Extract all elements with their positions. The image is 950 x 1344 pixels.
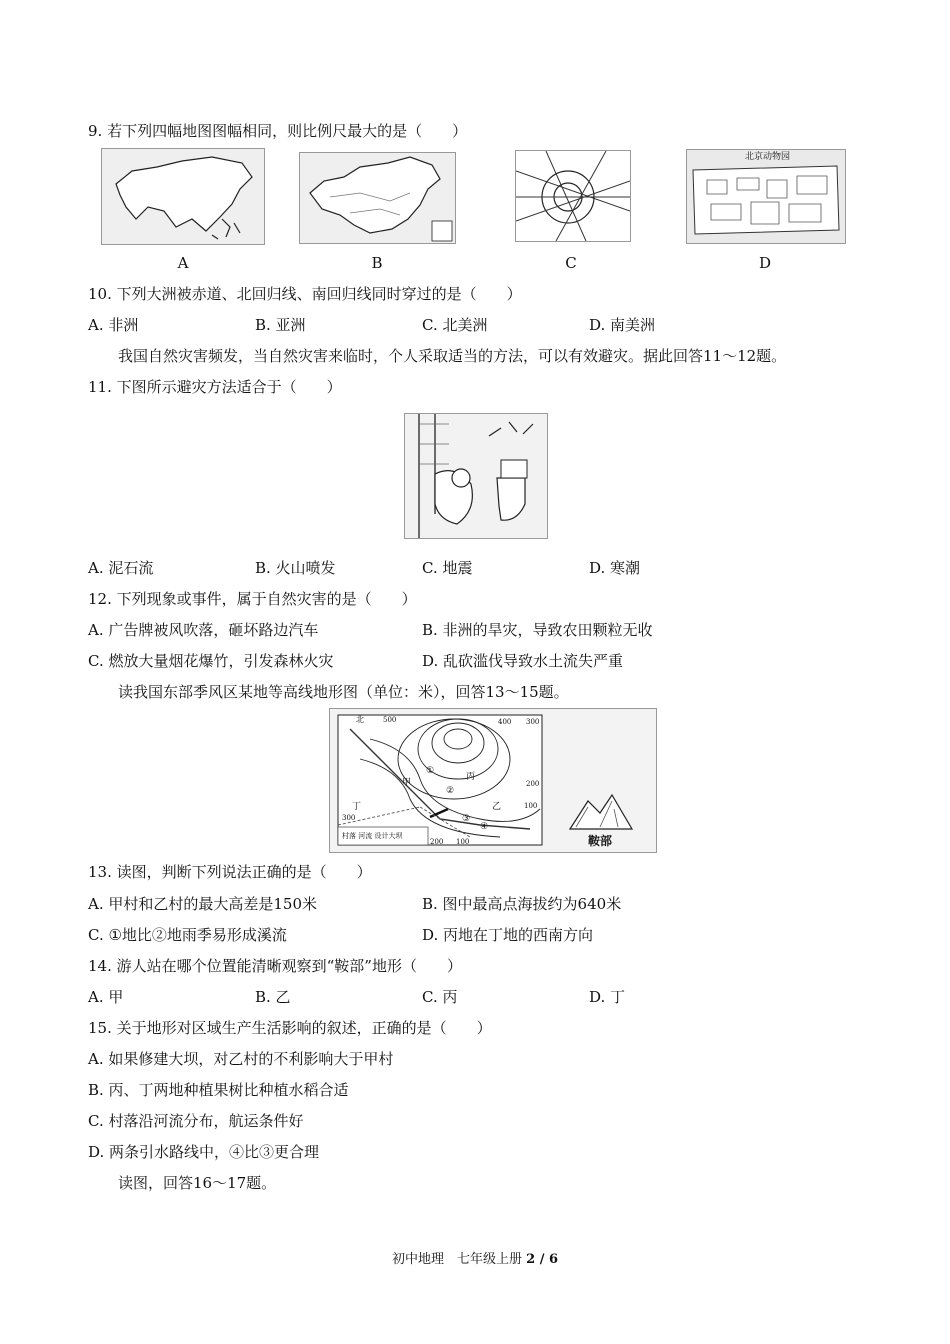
- page-footer: [0, 1248, 950, 1267]
- q11-option-a: A. 泥石流: [88, 559, 154, 577]
- intro-11-12: 我国自然灾害频发，当自然灾害来临时，个人采取适当的方法，可以有效避灾。据此回答11～12题。: [118, 347, 787, 365]
- contour-value-200: 200: [526, 780, 540, 788]
- shelter-in-toilet-image: [405, 414, 547, 538]
- q14-option-c: C. 丙: [422, 988, 458, 1006]
- q11-stem: 11. 下图所示避灾方法适合于（ ）: [88, 378, 342, 396]
- footer-text: 初中地理 七年级上册: [391, 1252, 527, 1267]
- contour-value-200-south: 200: [430, 838, 444, 846]
- q12-option-a: A. 广告牌被风吹落，砸坏路边汽车: [88, 621, 319, 639]
- q9-label-b: B: [371, 254, 383, 272]
- intro-13-15: 读我国东部季风区某地等高线地形图（单位：米），回答13～15题。: [118, 683, 569, 701]
- contour-map-figure: [329, 708, 657, 853]
- place-jia: 甲: [402, 778, 412, 788]
- china-map-figure: [299, 152, 456, 244]
- q12-option-c: C. 燃放大量烟花爆竹，引发森林火灾: [88, 652, 334, 670]
- zoo-map-title: 北京动物园: [745, 152, 791, 162]
- q11-option-d: D. 寒潮: [589, 559, 641, 577]
- q10-option-c: C. 北美洲: [422, 316, 488, 334]
- q13-option-c: C. ①地比②地雨季易形成溪流: [88, 926, 287, 944]
- q14-option-d: D. 丁: [589, 988, 626, 1006]
- intro-16-17: 读图，回答16～17题。: [118, 1174, 277, 1192]
- place-ding: 丁: [352, 802, 362, 812]
- q10-option-d: D. 南美洲: [589, 316, 656, 334]
- q9-label-a: A: [177, 254, 189, 272]
- q9-label-d: D: [758, 254, 772, 272]
- q9-label-c: C: [565, 254, 577, 272]
- q14-stem: 14. 游人站在哪个位置能清晰观察到“鞍部”地形（ ）: [88, 957, 462, 975]
- q10-stem: 10. 下列大洲被赤道、北回归线、南回归线同时穿过的是（ ）: [88, 285, 522, 303]
- contour-value-500: 500: [383, 716, 397, 724]
- circle-label-2: ②: [446, 786, 455, 796]
- q13-option-d: D. 丙地在丁地的西南方向: [422, 926, 594, 944]
- contour-value-300-south: 300: [342, 814, 356, 822]
- circle-label-1: ①: [426, 766, 435, 776]
- north-label: 北: [356, 715, 364, 724]
- q13-option-a: A. 甲村和乙村的最大高差是150米: [88, 895, 318, 913]
- q13-stem: 13. 读图，判断下列说法正确的是（ ）: [88, 863, 372, 881]
- q15-stem: 15. 关于地形对区域生产生活影响的叙述，正确的是（ ）: [88, 1019, 492, 1037]
- beijing-city-map-image: [516, 151, 630, 241]
- q15-option-c: C. 村落沿河流分布，航运条件好: [88, 1112, 304, 1130]
- q11-option-b: B. 火山喷发: [255, 559, 336, 577]
- china-map-image: [300, 153, 455, 243]
- beijing-zoo-map-image: [687, 150, 845, 243]
- q14-option-a: A. 甲: [88, 988, 124, 1006]
- contour-value-300: 300: [526, 718, 540, 726]
- q10-option-a: A. 非洲: [88, 316, 139, 334]
- q12-option-d: D. 乱砍滥伐导致水土流失严重: [422, 652, 624, 670]
- place-yi: 乙: [492, 802, 502, 812]
- asia-map-image: [102, 149, 264, 244]
- q13-option-b: B. 图中最高点海拔约为640米: [422, 895, 622, 913]
- q15-option-d: D. 两条引水路线中，④比③更合理: [88, 1143, 320, 1161]
- q10-option-b: B. 亚洲: [255, 316, 306, 334]
- contour-value-400: 400: [498, 718, 512, 726]
- contour-value-100-south: 100: [456, 838, 470, 846]
- q11-option-c: C. 地震: [422, 559, 473, 577]
- circle-label-4: ④: [480, 822, 489, 832]
- disaster-avoidance-figure: [404, 413, 548, 539]
- beijing-zoo-map-figure: [686, 149, 846, 244]
- q15-option-a: A. 如果修建大坝，对乙村的不利影响大于甲村: [88, 1050, 394, 1068]
- q12-option-b: B. 非洲的旱灾，导致农田颗粒无收: [422, 621, 653, 639]
- contour-value-100: 100: [524, 802, 538, 810]
- q12-stem: 12. 下列现象或事件，属于自然灾害的是（ ）: [88, 590, 417, 608]
- place-bing: 丙: [466, 772, 476, 782]
- page-number: 2 / 6: [526, 1252, 559, 1267]
- q15-option-b: B. 丙、丁两地种植果树比种植水稻合适: [88, 1081, 349, 1099]
- saddle-label: 鞍部: [588, 834, 613, 848]
- circle-label-3: ③: [462, 814, 471, 824]
- beijing-city-map-figure: [515, 150, 631, 242]
- q14-option-b: B. 乙: [255, 988, 291, 1006]
- q9-stem: 9. 若下列四幅地图图幅相同，则比例尺最大的是（ ）: [88, 122, 468, 140]
- map-legend: 村落 河流 设计大坝: [342, 832, 403, 840]
- asia-map-figure: [101, 148, 265, 245]
